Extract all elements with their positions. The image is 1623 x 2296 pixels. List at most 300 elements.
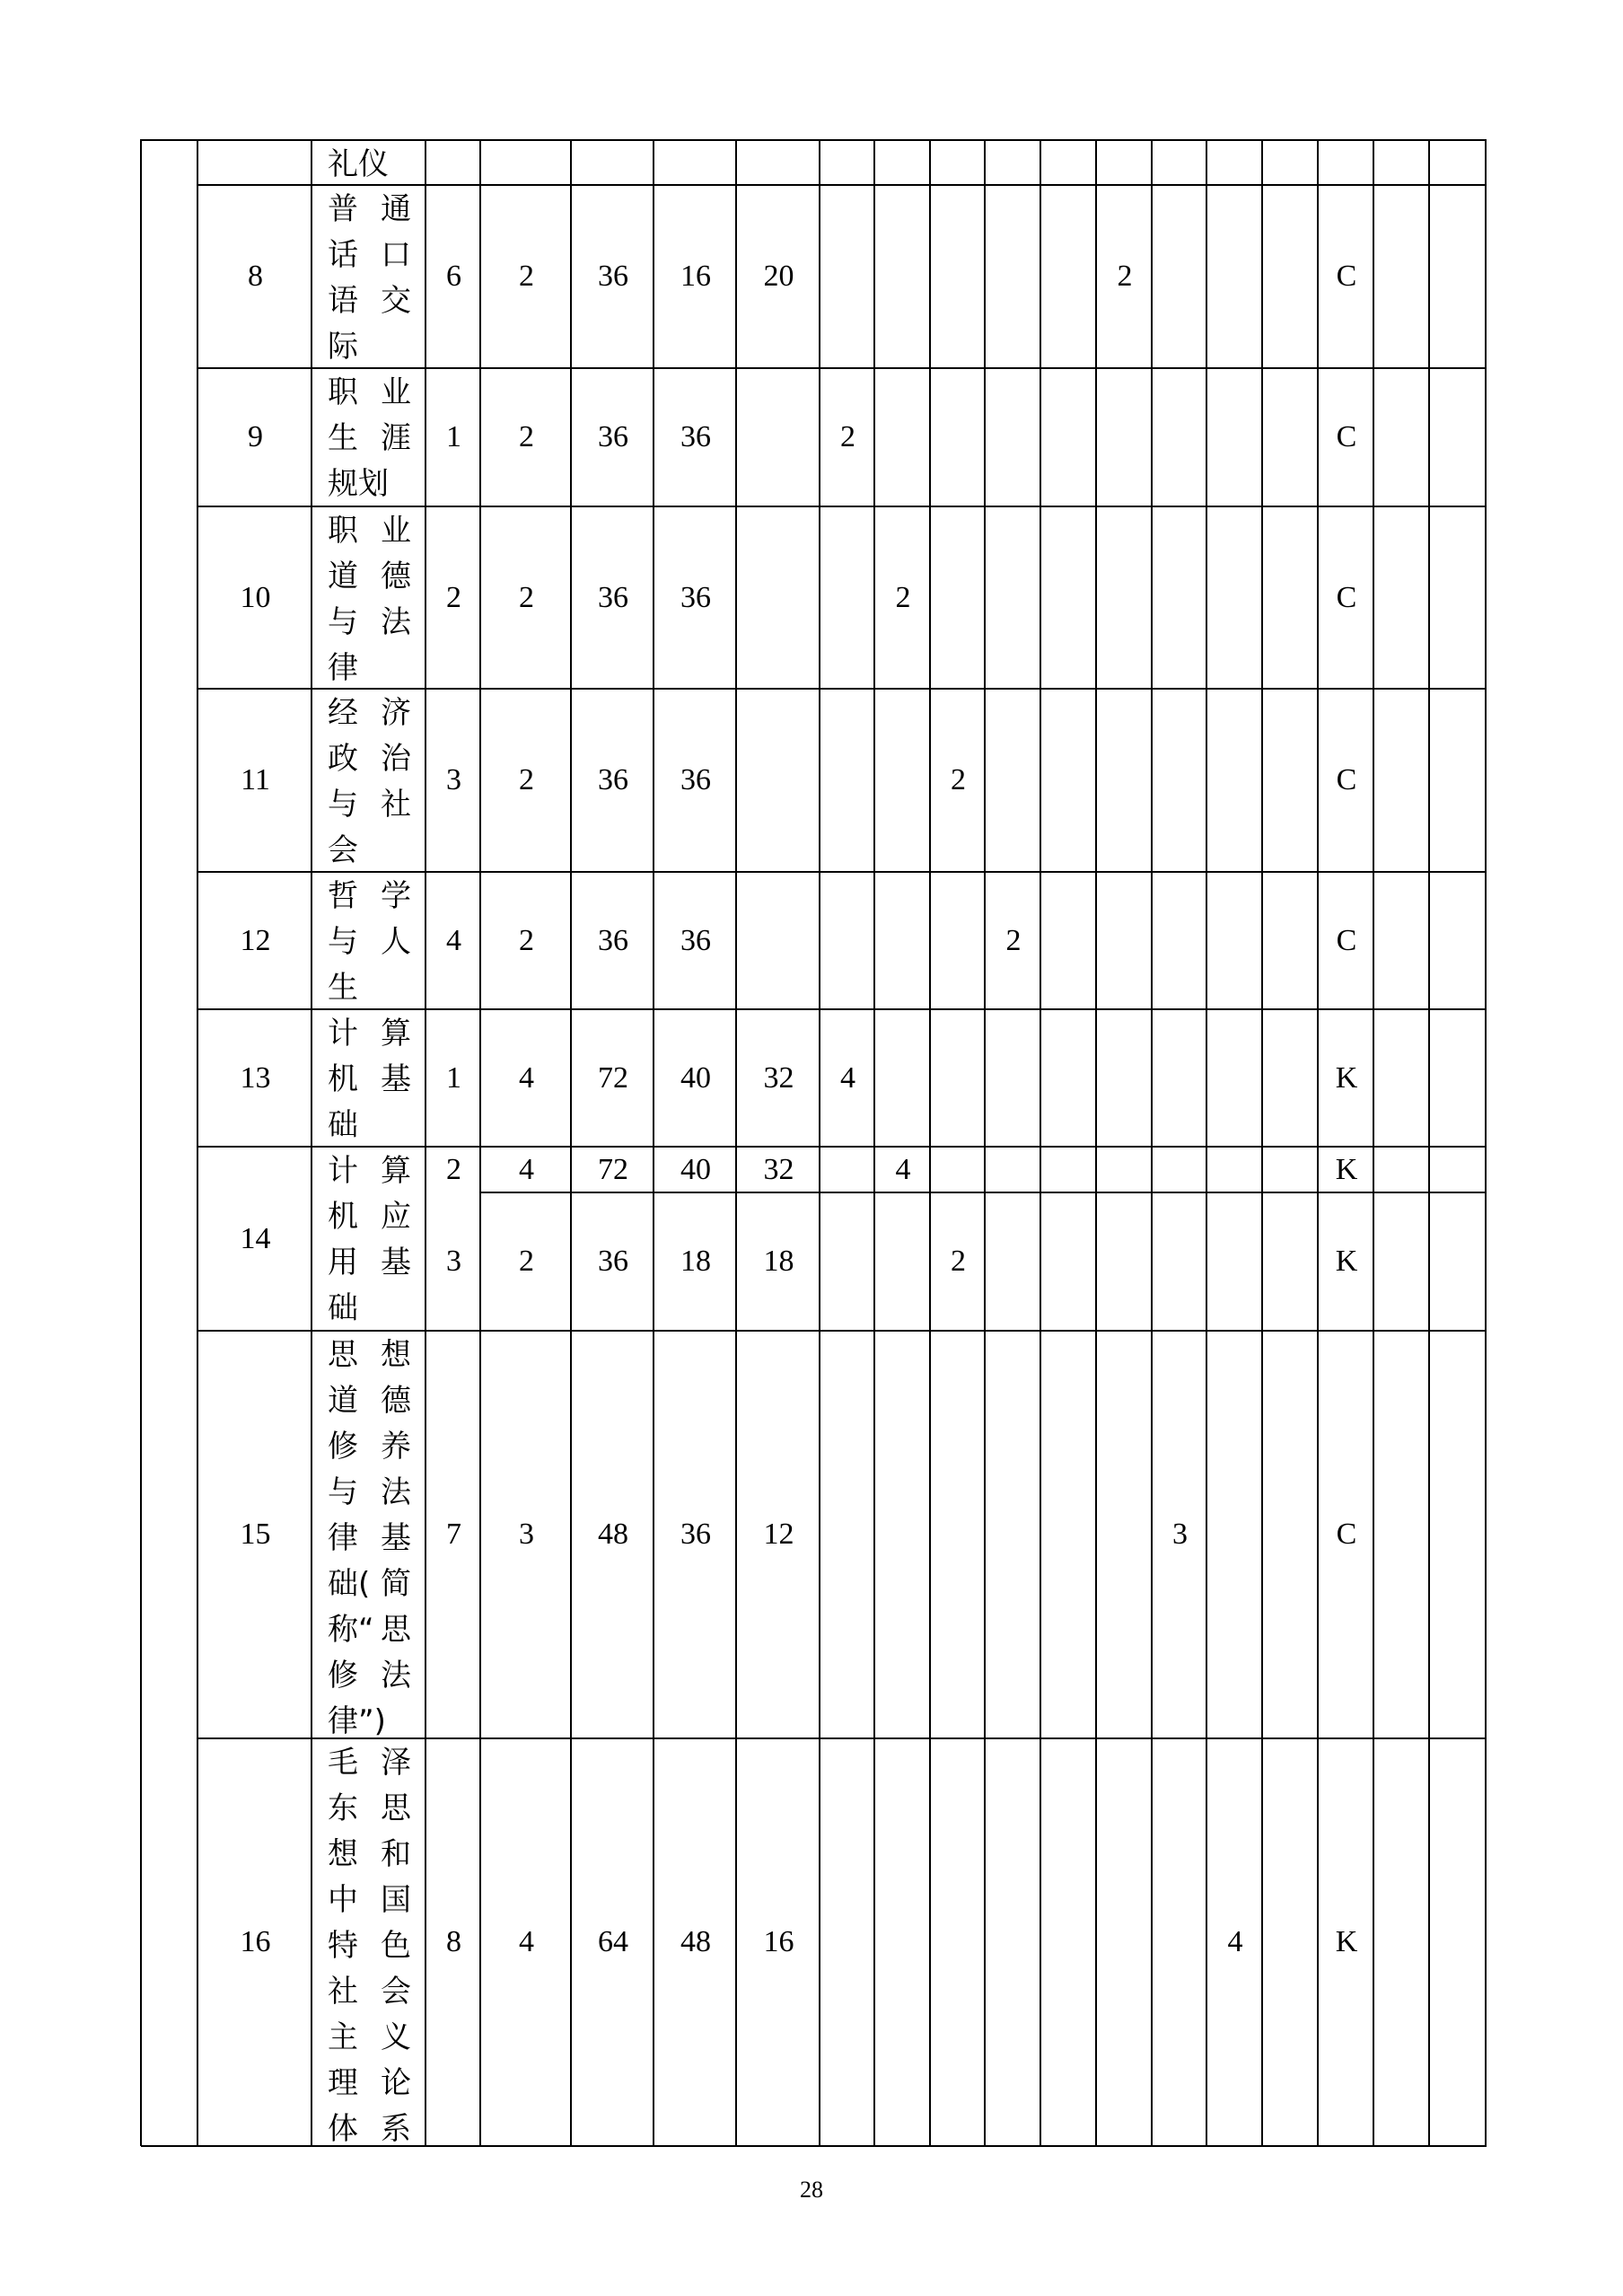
table-cell: 36 — [598, 923, 628, 957]
course-name-text: 中 — [328, 1882, 358, 1918]
table-cell — [987, 1010, 1040, 1146]
table-cell: 2 — [519, 580, 534, 614]
course-name-line — [324, 416, 415, 462]
table-cell: 18 — [680, 1245, 711, 1278]
course-name-text: 础 — [328, 1290, 358, 1326]
course-name-text: 色 — [381, 1928, 411, 1964]
course-name-text: 治 — [381, 741, 411, 777]
table-cell: 36 — [680, 1517, 711, 1551]
course-name-line — [324, 1057, 415, 1103]
course-name-line — [324, 1240, 415, 1286]
table-cell — [1042, 1193, 1096, 1330]
course-name — [324, 187, 415, 370]
table-cell: K — [1335, 1152, 1358, 1186]
course-name-text: 社 — [381, 787, 411, 823]
course-name-text: 交 — [381, 283, 411, 319]
table-cell: 32 — [763, 1060, 794, 1095]
course-name-text: 算 — [381, 1153, 411, 1189]
table-cell — [1431, 141, 1486, 184]
table-cell — [1098, 1148, 1152, 1192]
table-cell: C — [1336, 1517, 1357, 1551]
course-name-line — [324, 782, 415, 828]
table-cell: K — [1335, 1060, 1358, 1095]
table-cell — [1042, 1739, 1096, 2145]
course-name-line — [324, 1878, 415, 1923]
course-name-line — [324, 142, 415, 188]
course-name-line — [324, 1786, 415, 1832]
table-cell: 2 — [1005, 923, 1022, 957]
course-name-text: 与 — [328, 924, 358, 960]
table-cell: K — [1335, 1925, 1358, 1958]
table-cell — [1264, 1739, 1318, 2145]
course-name-line — [324, 233, 415, 278]
table-cell — [1098, 141, 1152, 184]
course-name-text: 称“ — [328, 1612, 374, 1648]
course-name-text: 际 — [328, 329, 358, 365]
course-name-text: 规划 — [328, 466, 389, 502]
table-cell — [738, 507, 820, 688]
table-cell — [1208, 1193, 1262, 1330]
course-name-text: 职 — [328, 513, 358, 549]
course-name-line — [324, 1607, 415, 1653]
table-cell — [1042, 873, 1096, 1008]
table-cell — [1375, 1010, 1429, 1146]
course-name-text: 基 — [381, 1245, 411, 1280]
course-name-text: 东 — [328, 1790, 358, 1826]
course-name-text: 道 — [328, 1383, 358, 1419]
course-name-text: 业 — [381, 374, 411, 410]
table-cell: 2 — [519, 260, 534, 293]
table-cell — [1098, 507, 1152, 688]
course-name-text: 和 — [381, 1836, 411, 1872]
table-cell — [573, 141, 654, 184]
course-name-line — [324, 646, 415, 691]
course-number: 13 — [240, 1060, 271, 1095]
course-name-text: 德 — [381, 1383, 411, 1419]
table-cell — [876, 1193, 930, 1330]
course-name-line — [324, 1699, 415, 1745]
table-cell: 36 — [598, 260, 628, 293]
course-name-line — [324, 1923, 415, 1969]
table-cell: 2 — [951, 763, 966, 796]
table-cell — [1098, 690, 1152, 871]
table-cell — [1098, 369, 1152, 506]
course-name-text: 学 — [381, 878, 411, 914]
course-name-text: 济 — [381, 695, 411, 731]
course-name-line — [324, 278, 415, 324]
table-cell — [932, 369, 985, 506]
course-name-text: 生 — [328, 970, 358, 1006]
table-cell — [1264, 186, 1318, 367]
course-name-line — [324, 1832, 415, 1878]
course-name-line — [324, 965, 415, 1011]
table-cell: 16 — [763, 1925, 794, 1958]
table-cell — [987, 186, 1040, 367]
table-column-line — [140, 139, 142, 2146]
table-cell — [1154, 369, 1206, 506]
table-cell — [932, 186, 985, 367]
course-name-text: 法 — [381, 1474, 411, 1510]
table-cell — [1375, 1739, 1429, 2145]
course-name-line — [324, 1740, 415, 1786]
table-cell — [1264, 507, 1318, 688]
table-cell: 4 — [519, 1060, 534, 1095]
table-cell: 40 — [680, 1060, 711, 1095]
table-cell — [821, 507, 874, 688]
table-cell: 36 — [680, 580, 711, 614]
table-cell: 2 — [1117, 260, 1133, 293]
course-name-text: 与 — [328, 1474, 358, 1510]
table-cell — [1098, 1010, 1152, 1146]
table-cell — [1264, 873, 1318, 1008]
course-name-text: 简 — [381, 1566, 411, 1602]
course-name-line — [324, 736, 415, 782]
table-cell: 4 — [519, 1925, 534, 1958]
table-cell — [1264, 1193, 1318, 1330]
table-cell: 2 — [951, 1245, 966, 1278]
table-cell — [482, 141, 571, 184]
course-name-text: 主 — [328, 2019, 358, 2055]
course-name-line — [324, 1969, 415, 2015]
course-name-text: 口 — [381, 237, 411, 273]
table-cell: 1 — [446, 420, 461, 453]
course-name-text: 毛 — [328, 1745, 358, 1781]
table-cell — [1375, 507, 1429, 688]
table-cell: 3 — [446, 763, 461, 796]
table-cell — [821, 1193, 874, 1330]
table-cell — [987, 690, 1040, 871]
table-cell: 4 — [895, 1152, 911, 1186]
course-name-text: 律 — [328, 1520, 358, 1556]
course-name-text: 计 — [328, 1016, 358, 1051]
course-name-line — [324, 1424, 415, 1470]
course-name-text: 机 — [328, 1199, 358, 1235]
course-name-text: 哲 — [328, 878, 358, 914]
table-cell — [1264, 690, 1318, 871]
table-cell — [1098, 1332, 1152, 1737]
course-name-line — [324, 1011, 415, 1057]
table-cell — [1154, 873, 1206, 1008]
table-cell — [427, 141, 480, 184]
course-name-text: 想 — [328, 1836, 358, 1872]
course-name-text: 会 — [328, 832, 358, 868]
table-cell — [821, 1148, 874, 1192]
table-cell: 40 — [680, 1152, 711, 1186]
table-cell — [932, 141, 985, 184]
table-cell: 8 — [446, 1925, 461, 1958]
table-cell — [1154, 186, 1206, 367]
table-cell: 36 — [598, 1245, 628, 1278]
table-cell — [1154, 507, 1206, 688]
course-number: 14 — [240, 1221, 271, 1255]
table-cell — [821, 1332, 874, 1737]
course-name-text: 机 — [328, 1061, 358, 1097]
table-cell: 32 — [763, 1152, 794, 1186]
table-cell: 1 — [446, 1060, 461, 1095]
table-cell — [1042, 1010, 1096, 1146]
table-cell: C — [1336, 763, 1357, 796]
table-cell — [1154, 141, 1206, 184]
course-name-text: 德 — [381, 559, 411, 594]
table-cell: 36 — [680, 420, 711, 453]
table-cell — [987, 1739, 1040, 2145]
course-name-text: 道 — [328, 559, 358, 594]
table-cell — [932, 1332, 985, 1737]
course-name-line — [324, 1561, 415, 1607]
course-name-line — [324, 554, 415, 600]
course-number: 11 — [241, 763, 270, 796]
course-name-text: 算 — [381, 1016, 411, 1051]
course-name-text: 职 — [328, 374, 358, 410]
table-cell — [876, 141, 930, 184]
table-cell — [1042, 141, 1096, 184]
table-cell: 2 — [895, 580, 911, 614]
table-cell — [1264, 1148, 1318, 1192]
table-cell: 4 — [519, 1152, 534, 1186]
table-cell — [876, 690, 930, 871]
table-cell — [1208, 141, 1262, 184]
course-name-line — [324, 1470, 415, 1516]
table-cell: 6 — [446, 260, 461, 293]
table-cell: K — [1335, 1245, 1358, 1278]
course-name-line — [324, 1148, 415, 1194]
course-number: 12 — [240, 923, 271, 957]
table-cell — [932, 1148, 985, 1192]
course-name-line — [324, 874, 415, 919]
table-cell — [738, 369, 820, 506]
table-cell — [1042, 507, 1096, 688]
course-name-text: 语 — [328, 283, 358, 319]
table-cell — [876, 186, 930, 367]
course-name-text: 理 — [328, 2065, 358, 2101]
course-name-text: 础( — [328, 1566, 371, 1602]
table-cell — [1320, 141, 1373, 184]
table-cell: C — [1336, 923, 1357, 957]
course-name-text: 思 — [328, 1337, 358, 1373]
table-cell — [1375, 1332, 1429, 1737]
table-cell: 4 — [1227, 1925, 1243, 1958]
table-cell — [1154, 1148, 1206, 1192]
table-cell — [821, 1739, 874, 2145]
course-name-text: 业 — [381, 513, 411, 549]
course-name — [324, 874, 415, 1011]
table-cell — [1154, 690, 1206, 871]
table-cell: 4 — [840, 1060, 855, 1095]
table-cell: 48 — [680, 1925, 711, 1958]
course-name-text: 应 — [381, 1199, 411, 1235]
table-column-line — [425, 139, 426, 2146]
course-name-line — [324, 462, 415, 507]
table-cell: 36 — [680, 763, 711, 796]
table-cell — [932, 1739, 985, 2145]
course-name-text: 特 — [328, 1928, 358, 1964]
course-name-text: 法 — [381, 604, 411, 640]
course-name — [324, 508, 415, 691]
table-cell: 2 — [840, 420, 855, 453]
table-cell — [1208, 369, 1262, 506]
table-cell — [1264, 1010, 1318, 1146]
course-name-text: 基 — [381, 1061, 411, 1097]
course-name-text: 论 — [381, 2065, 411, 2101]
table-cell — [932, 1010, 985, 1146]
course-name-text: 泽 — [381, 1745, 411, 1781]
course-name-text: 政 — [328, 741, 358, 777]
table-column-line — [197, 139, 198, 2146]
table-cell — [1042, 369, 1096, 506]
table-cell: 2 — [519, 763, 534, 796]
table-cell: C — [1336, 420, 1357, 453]
course-name-line — [324, 370, 415, 416]
course-name-line — [324, 2061, 415, 2107]
course-name-text: 普 — [328, 191, 358, 227]
course-name-text: 与 — [328, 787, 358, 823]
course-name-line — [324, 1286, 415, 1332]
table-cell — [1264, 369, 1318, 506]
course-name-line — [324, 1378, 415, 1424]
course-name-text: 律”) — [328, 1703, 386, 1739]
table-cell: 3 — [1172, 1517, 1188, 1551]
table-cell: C — [1336, 580, 1357, 614]
table-cell — [655, 141, 736, 184]
course-name — [324, 1740, 415, 2152]
table-cell — [1098, 1193, 1152, 1330]
table-cell — [738, 141, 820, 184]
course-name-text: 礼仪 — [328, 146, 389, 182]
table-cell — [987, 1193, 1040, 1330]
course-name-text: 律 — [328, 650, 358, 686]
table-cell — [1098, 873, 1152, 1008]
course-name-text: 系 — [381, 2111, 411, 2147]
table-cell — [932, 507, 985, 688]
table-cell — [1208, 873, 1262, 1008]
course-number: 8 — [248, 260, 263, 293]
course-name-text: 国 — [381, 1882, 411, 1918]
course-name-text: 会 — [381, 1974, 411, 2010]
table-cell: 48 — [598, 1517, 628, 1551]
course-name — [324, 370, 415, 507]
course-name-text: 社 — [328, 1974, 358, 2010]
course-name-text: 用 — [328, 1245, 358, 1280]
table-cell — [876, 1739, 930, 2145]
course-name-text: 经 — [328, 695, 358, 731]
table-cell — [876, 1010, 930, 1146]
table-cell — [1375, 1148, 1429, 1192]
table-cell: 3 — [446, 1245, 461, 1278]
table-column-line — [1485, 139, 1487, 2146]
table-cell: 16 — [680, 260, 711, 293]
table-cell — [987, 1332, 1040, 1737]
table-cell — [876, 1332, 930, 1737]
table-cell — [1042, 1148, 1096, 1192]
table-cell: 4 — [446, 923, 461, 957]
table-cell — [738, 690, 820, 871]
course-name-line — [324, 187, 415, 233]
table-cell — [1154, 1739, 1206, 2145]
course-name-text: 修 — [328, 1429, 358, 1465]
course-name-text: 体 — [328, 2111, 358, 2147]
course-name-line — [324, 1333, 415, 1378]
course-name — [324, 1148, 415, 1332]
table-cell: 36 — [680, 923, 711, 957]
table-cell: 2 — [446, 580, 461, 614]
course-name-line — [324, 1516, 415, 1561]
table-cell — [1208, 690, 1262, 871]
page-number: 28 — [800, 2177, 823, 2203]
course-name-line — [324, 324, 415, 370]
table-cell — [1264, 141, 1318, 184]
table-cell — [821, 873, 874, 1008]
course-name-text: 涯 — [381, 420, 411, 456]
table-cell — [1098, 1739, 1152, 2145]
course-name-text: 思 — [381, 1612, 411, 1648]
table-cell — [821, 186, 874, 367]
table-cell: 2 — [519, 420, 534, 453]
course-name-line — [324, 2015, 415, 2061]
course-number: 16 — [240, 1925, 271, 1958]
table-cell — [1208, 1148, 1262, 1192]
table-cell — [876, 369, 930, 506]
course-number: 15 — [240, 1517, 271, 1551]
course-name — [324, 1011, 415, 1148]
table-cell — [1375, 141, 1429, 184]
course-name-text: 生 — [328, 420, 358, 456]
table-cell: 36 — [598, 763, 628, 796]
course-name-line — [324, 1103, 415, 1148]
table-cell — [987, 1148, 1040, 1192]
table-cell — [821, 141, 874, 184]
table-cell: 72 — [598, 1152, 628, 1186]
course-number: 10 — [240, 580, 271, 614]
course-name — [324, 691, 415, 874]
course-name-text: 修 — [328, 1658, 358, 1693]
table-cell — [987, 507, 1040, 688]
table-cell: 64 — [598, 1925, 628, 1958]
table-cell — [1208, 186, 1262, 367]
course-name-line — [324, 600, 415, 646]
table-cell — [1264, 1332, 1318, 1737]
course-number: 9 — [248, 420, 263, 453]
course-name-text: 计 — [328, 1153, 358, 1189]
table-cell — [1042, 690, 1096, 871]
table-cell — [821, 690, 874, 871]
table-cell: 2 — [519, 1245, 534, 1278]
table-cell — [1154, 1010, 1206, 1146]
course-name-text: 基 — [381, 1520, 411, 1556]
course-name-line — [324, 508, 415, 554]
course-name-text: 与 — [328, 604, 358, 640]
table-cell: 2 — [446, 1152, 461, 1186]
course-name-line — [324, 2107, 415, 2152]
course-name-text: 法 — [381, 1658, 411, 1693]
course-name-text: 思 — [381, 1790, 411, 1826]
table-cell — [876, 873, 930, 1008]
course-name-line — [324, 1194, 415, 1240]
table-cell — [1208, 1332, 1262, 1737]
course-name-text: 想 — [381, 1337, 411, 1373]
table-cell — [1208, 1010, 1262, 1146]
course-name-line — [324, 828, 415, 874]
table-cell: 20 — [763, 260, 794, 293]
table-cell — [1375, 1193, 1429, 1330]
course-number — [199, 141, 311, 184]
table-cell — [1375, 186, 1429, 367]
course-name-line — [324, 1653, 415, 1699]
table-cell — [1375, 369, 1429, 506]
course-name — [324, 1333, 415, 1745]
table-cell: 36 — [598, 580, 628, 614]
table-cell — [1042, 186, 1096, 367]
table-cell — [987, 141, 1040, 184]
